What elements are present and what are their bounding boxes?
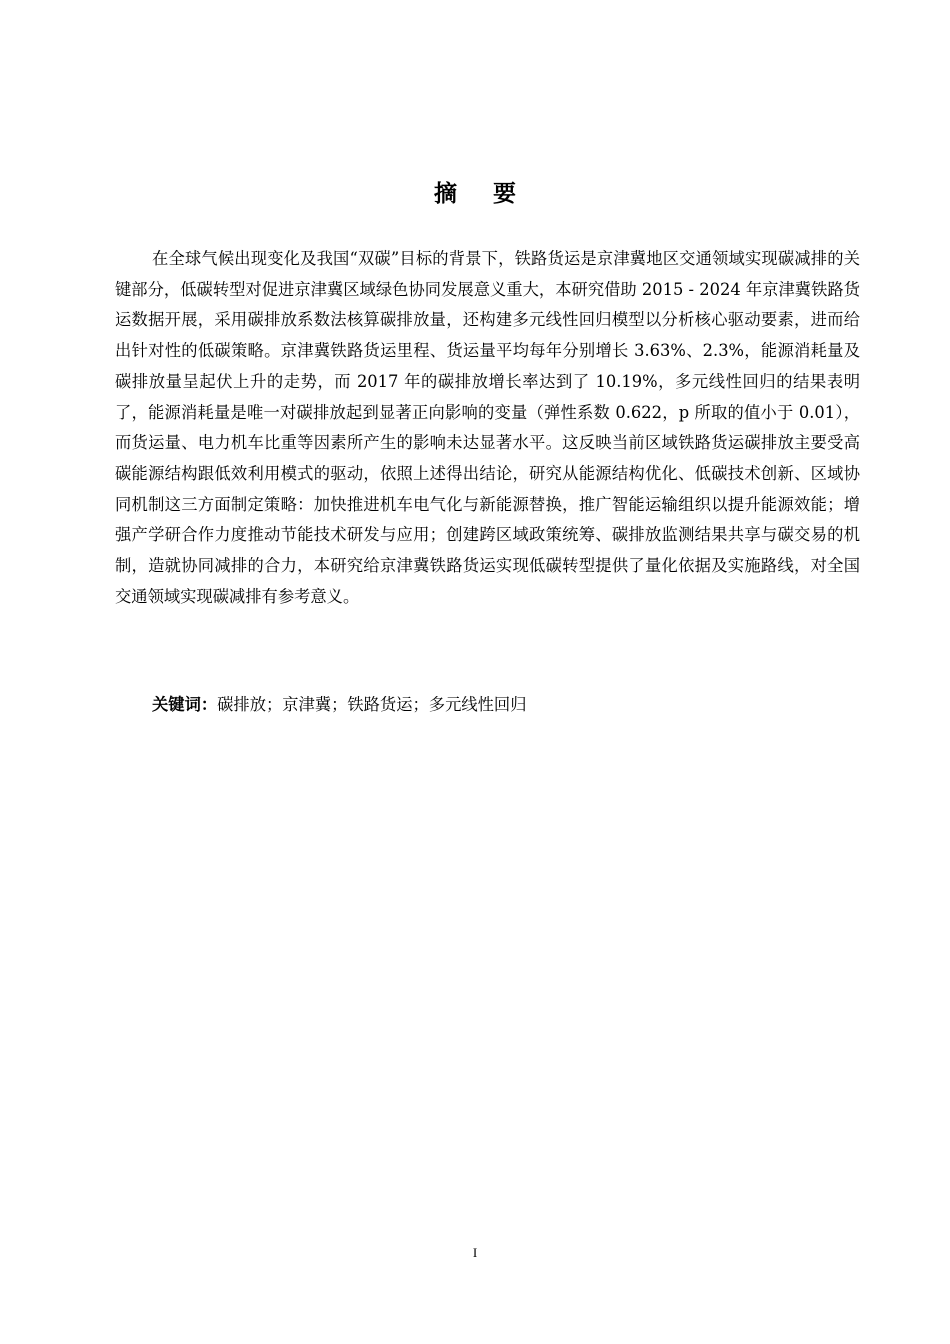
keywords-label: 关键词： xyxy=(152,695,218,714)
keywords-line xyxy=(115,690,860,721)
page-title: 摘要 xyxy=(434,181,552,207)
abstract-paragraph: 在全球气候出现变化及我国“双碳”目标的背景下，铁路货运是京津冀地区交通领域实现碳减排的关键部分，低碳转型对促进京津冀区域绿色协同发展意义重大，本研究借助 2015 - 2024 年京津冀铁路货运数据开展，采用碳排放系数法核算碳排放量，还构建多元线性回归模型以分析核心驱动要素，进而给出针对性的低碳策略。京津冀铁路货运里程、货运量平均每年分别增长 3.63%、2.3%，能源消耗量及碳排放量呈起伏上升的走势，而 2017 年的碳排放增长率达到了 10.19%，多元线性回归的结果表明了，能源消耗量是唯一对碳排放起到显著正向影响的变量（弹性系数 0.622，p 所取的值小于 0.01），而货运量、电力机车比重等因素所产生的影响未达显著水平。这反映当前区域铁路货运碳排放主要受高碳能源结构跟低效利用模式的驱动，依照上述得出结论，研究从能源结构优化、低碳技术创新、区域协同机制这三方面制定策略：加快推进机车电气化与新能源替换，推广智能运输组织以提升能源效能；增强产学研合作力度推动节能技术研发与应用；创建跨区域政策统筹、碳排放监测结果共享与碳交易的机制，造就协同减排的合力，本研究给京津冀铁路货运实现低碳转型提供了量化依据及实施路线，对全国交通领域实现碳减排有参考意义。 xyxy=(115,249,860,606)
page-number: I xyxy=(472,1245,478,1260)
keywords-text: 碳排放；京津冀；铁路货运；多元线性回归 xyxy=(217,695,527,714)
